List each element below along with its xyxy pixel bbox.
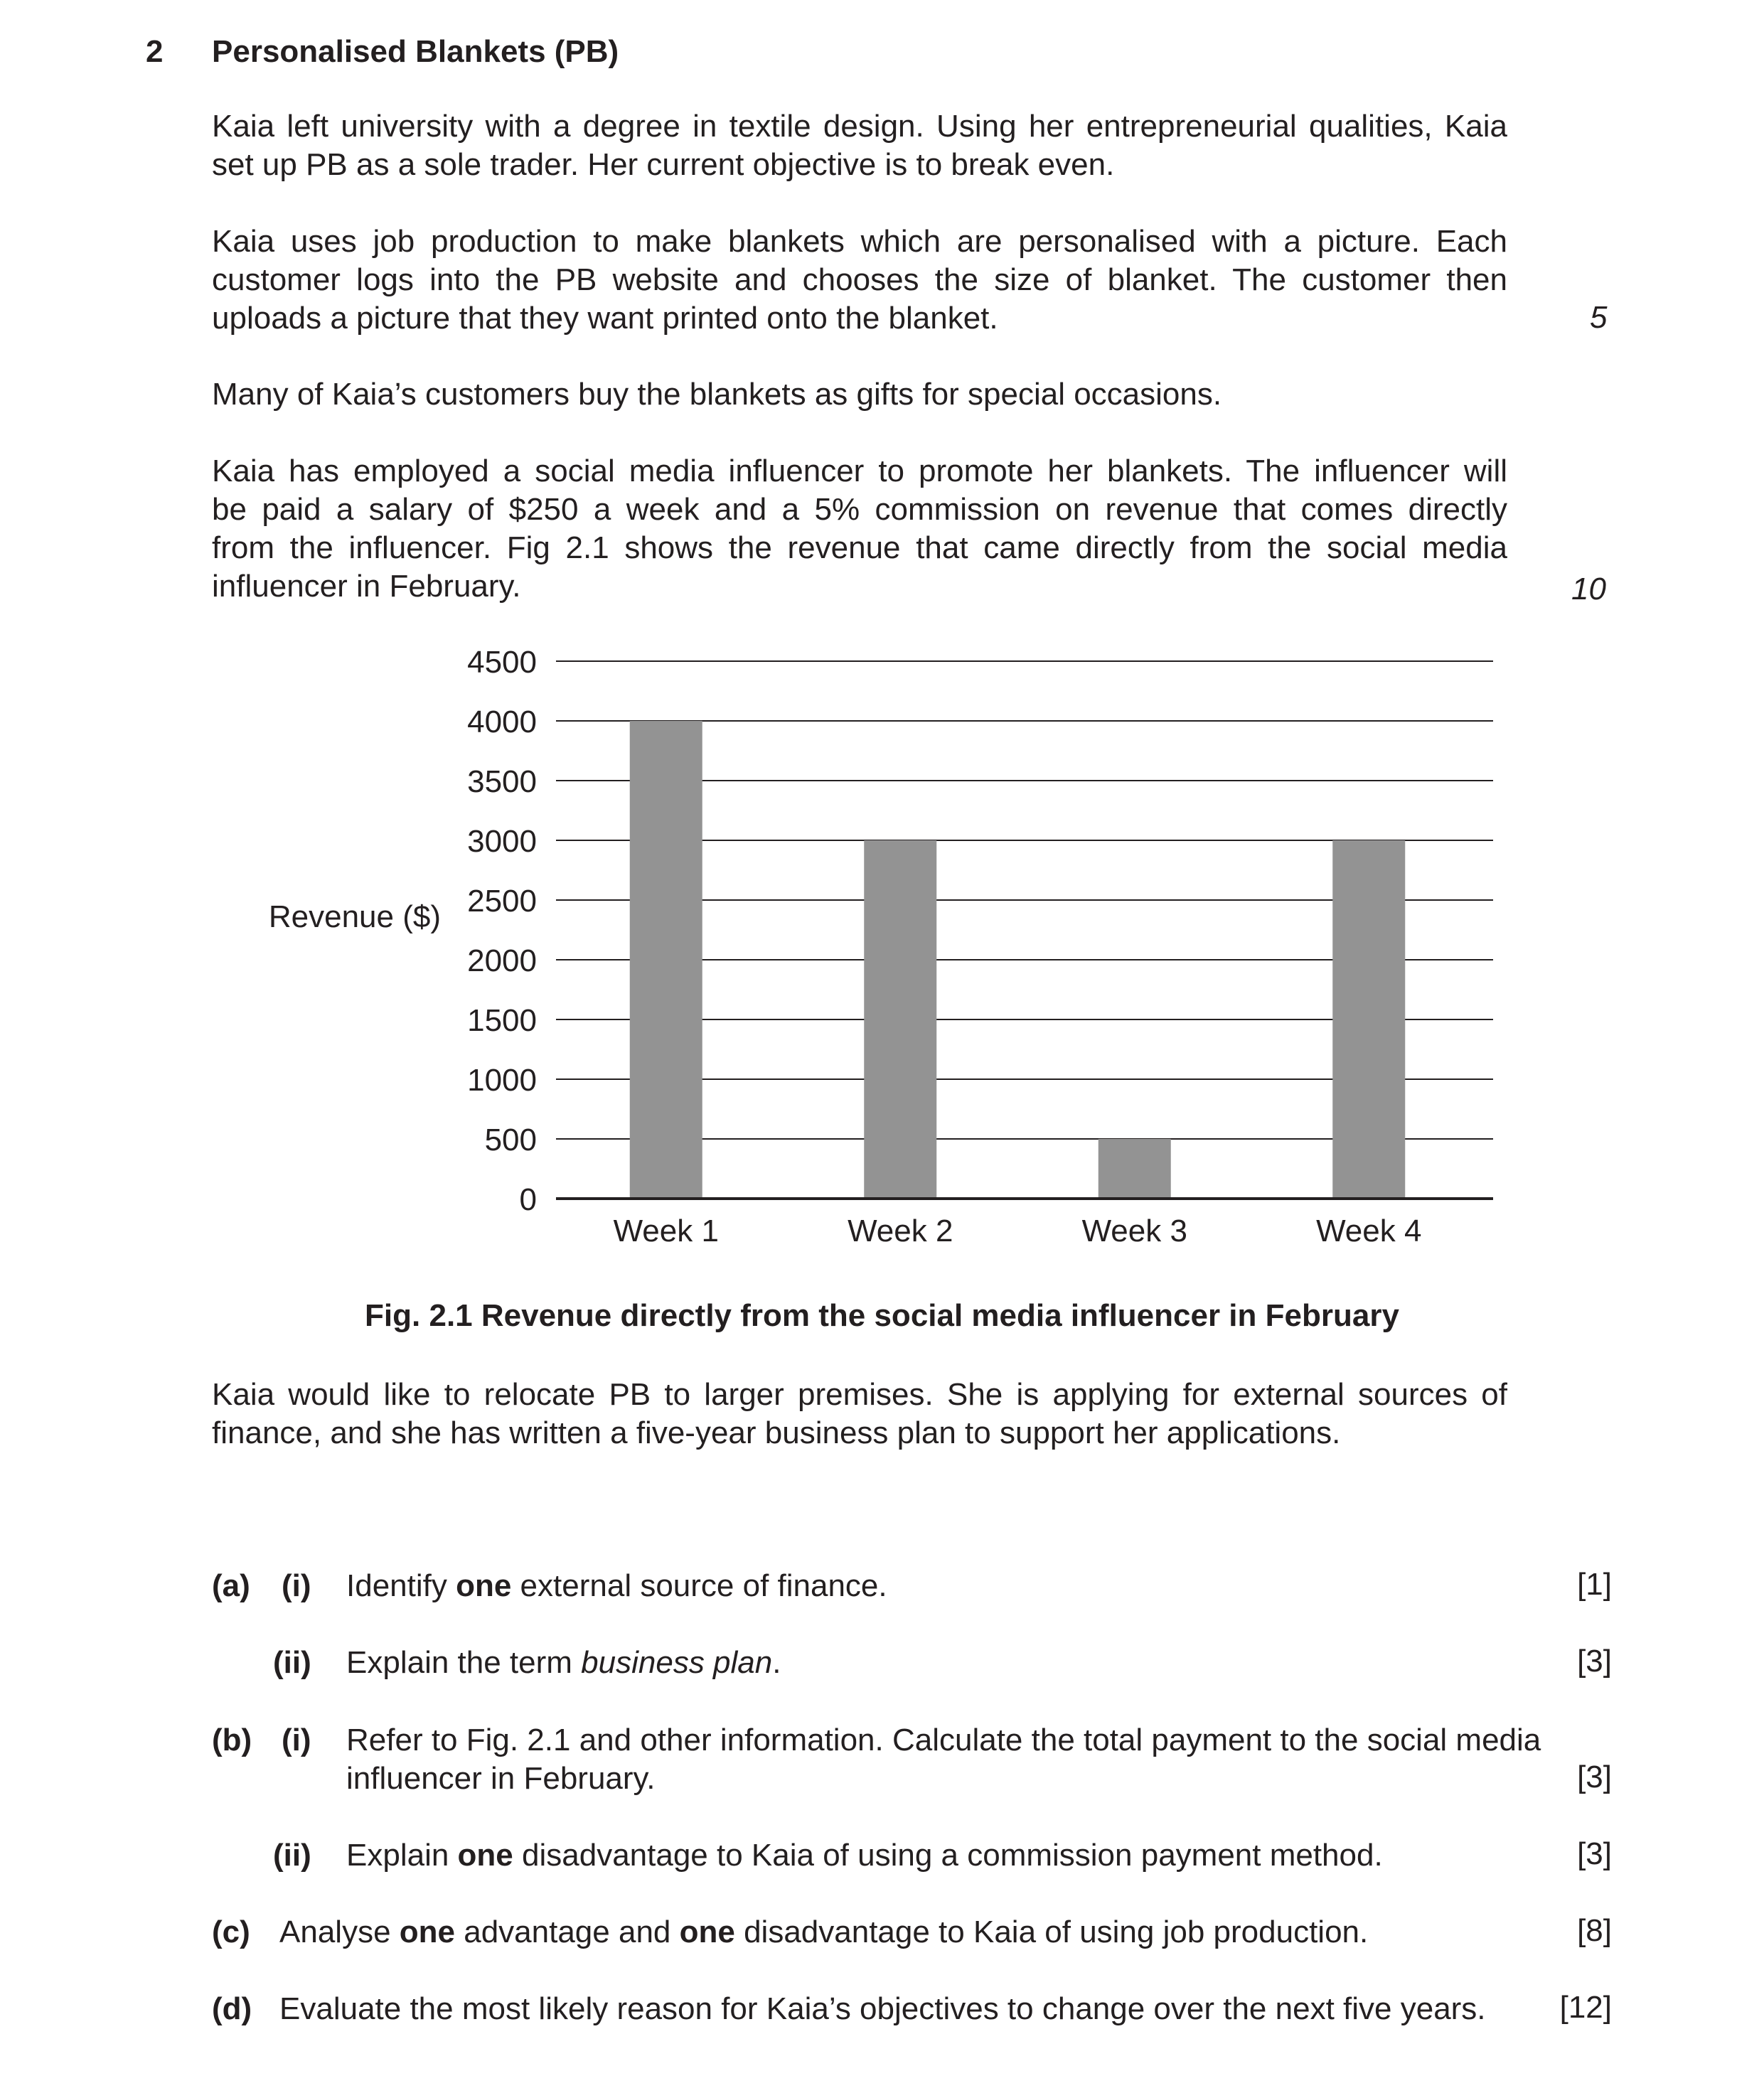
paragraph-line: Kaia has employed a social media influencer to promote her blankets. The influencer will [212, 454, 1507, 488]
part-a-label: (a) [212, 1568, 250, 1603]
line-number-5: 5 [1590, 300, 1608, 335]
paragraph-line: Many of Kaia’s customers buy the blankets as gifts for special occasions. [212, 377, 1222, 412]
part-c-text [279, 1913, 1368, 1952]
part-c-label: (c) [212, 1915, 250, 1949]
line-number-10: 10 [1571, 572, 1606, 606]
paragraph-line: Kaia would like to relocate PB to larger premises. She is applying for external sources of [212, 1377, 1507, 1412]
emphasis: one [679, 1915, 735, 1949]
text-run: external source of finance. [511, 1568, 887, 1603]
text-run: disadvantage to Kaia of using job production. [734, 1915, 1369, 1949]
term: business plan [581, 1645, 773, 1680]
x-tick-label: Week 2 [848, 1214, 953, 1248]
figure-caption: Fig. 2.1 Revenue directly from the social media influencer in February [365, 1298, 1399, 1333]
paragraph-gifts [212, 375, 1507, 414]
text-run: Explain [346, 1838, 458, 1873]
paragraph-intro [212, 107, 1507, 184]
text-run: Identify [346, 1568, 456, 1603]
part-a-ii-label: (ii) [273, 1645, 311, 1680]
y-tick-label: 500 [484, 1123, 537, 1157]
bar [1099, 1139, 1171, 1199]
part-b-i-label: (i) [282, 1723, 311, 1757]
bar [1332, 840, 1405, 1199]
text-run: advantage and [455, 1915, 680, 1949]
bar [630, 721, 702, 1199]
revenue-bar-chart [0, 626, 1764, 1265]
part-a-i-label: (i) [282, 1568, 311, 1603]
paragraph-line: finance, and she has written a five-year business plan to support her applications. [212, 1415, 1341, 1450]
text-line: Refer to Fig. 2.1 and other information. Calculate the total payment to the social media [346, 1723, 1541, 1757]
question-number: 2 [146, 34, 164, 69]
paragraph-line: Kaia uses job production to make blankets which are personalised with a picture. Each [212, 224, 1507, 259]
emphasis: one [399, 1915, 455, 1949]
part-b-i-mark: [3] [1577, 1760, 1612, 1794]
y-axis-label: Revenue ($) [268, 899, 441, 934]
x-tick-label: Week 3 [1081, 1214, 1187, 1248]
text-line: influencer in February. [346, 1761, 656, 1796]
y-tick-label: 0 [519, 1182, 537, 1217]
paragraph-line: be paid a salary of $250 a week and a 5% commission on revenue that comes directly [212, 492, 1507, 527]
paragraph-line: influencer in February. [212, 569, 521, 604]
paragraph-influencer [212, 452, 1507, 606]
emphasis: one [456, 1568, 512, 1603]
part-a-i-mark: [1] [1577, 1567, 1612, 1602]
part-b-i-text [346, 1721, 1612, 1798]
paragraph-line: uploads a picture that they want printed onto the blanket. [212, 301, 998, 336]
part-b-ii-text [346, 1836, 1383, 1875]
bar [864, 840, 936, 1199]
paragraph-line: Kaia left university with a degree in textile design. Using her entrepreneurial qualities, Kaia [212, 109, 1507, 144]
y-tick-label: 4500 [467, 645, 537, 680]
x-tick-label: Week 4 [1316, 1214, 1422, 1248]
paragraph-relocation [212, 1376, 1507, 1452]
emphasis: one [457, 1838, 513, 1873]
y-tick-label: 3000 [467, 824, 537, 859]
part-d-mark: [12] [1559, 1990, 1612, 2025]
y-tick-label: 3500 [467, 764, 537, 799]
text-run: . [772, 1645, 781, 1680]
text-run: disadvantage to Kaia of using a commission payment method. [513, 1838, 1383, 1873]
part-a-ii-mark: [3] [1577, 1644, 1612, 1679]
text-run: Analyse [279, 1915, 400, 1949]
part-b-ii-label: (ii) [273, 1838, 311, 1873]
question-title: Personalised Blankets (PB) [212, 34, 619, 69]
part-d-label: (d) [212, 1991, 252, 2026]
paragraph-line: from the influencer. Fig 2.1 shows the revenue that came directly from the social media [212, 530, 1507, 565]
part-a-i-text [346, 1567, 887, 1605]
paragraph-job-production [212, 223, 1507, 338]
paragraph-line: customer logs into the PB website and chooses the size of blanket. The customer then [212, 262, 1507, 297]
part-a-ii-text [346, 1644, 781, 1682]
y-tick-label: 1000 [467, 1063, 537, 1098]
y-tick-label: 4000 [467, 705, 537, 739]
part-b-label: (b) [212, 1723, 252, 1757]
part-d-text: Evaluate the most likely reason for Kaia’s objectives to change over the next five years. [279, 1991, 1486, 2026]
x-tick-label: Week 1 [613, 1214, 719, 1248]
y-tick-label: 2500 [467, 884, 537, 919]
part-b-ii-mark: [3] [1577, 1836, 1612, 1871]
y-tick-label: 2000 [467, 943, 537, 978]
y-tick-label: 1500 [467, 1003, 537, 1038]
part-c-mark: [8] [1577, 1913, 1612, 1948]
paragraph-line: set up PB as a sole trader. Her current objective is to break even. [212, 147, 1115, 182]
text-run: Explain the term [346, 1645, 582, 1680]
